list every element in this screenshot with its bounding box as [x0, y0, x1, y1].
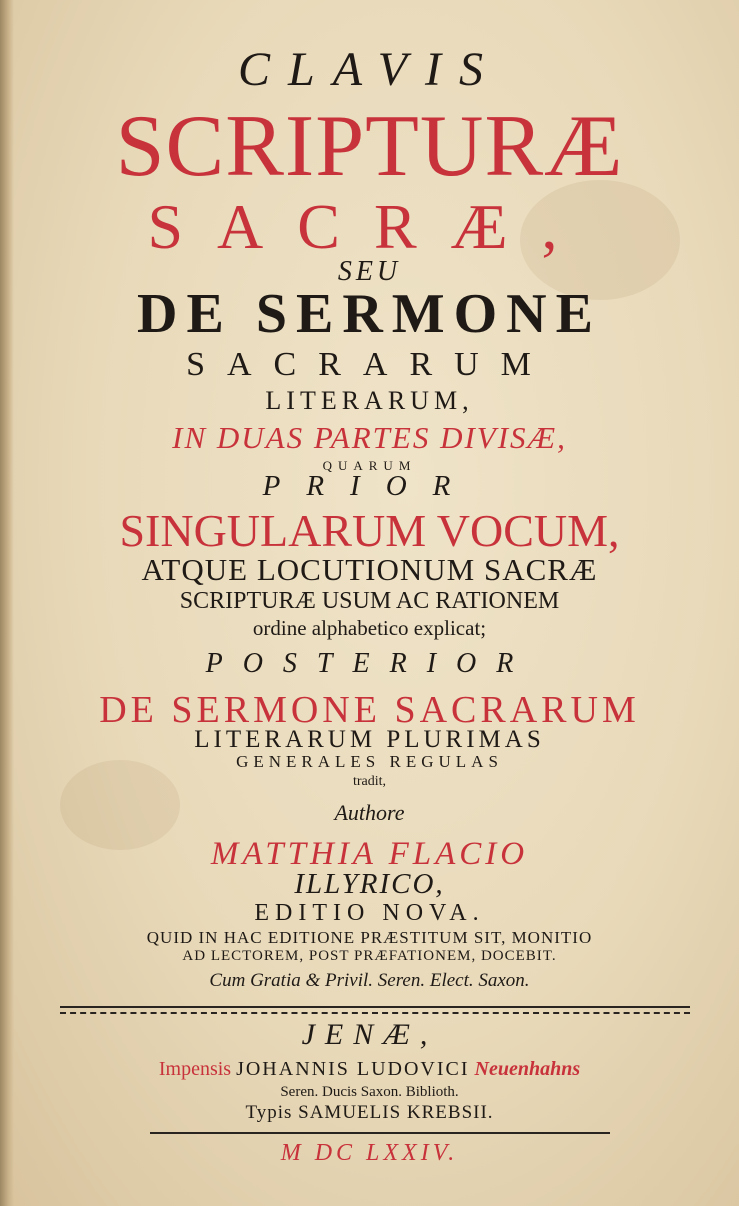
title-privilege: Cum Gratia & Privil. Seren. Elect. Saxon. — [209, 970, 530, 991]
title-quarum: QUARUM — [322, 458, 417, 473]
title-literarum-plurimas: LITERARUM PLURIMAS — [194, 726, 545, 753]
title-literarum: LITERARUM, — [265, 386, 474, 415]
title-in-duas-partes: IN DUAS PARTES DIVISÆ, — [172, 420, 567, 455]
title-seu: SEU — [337, 256, 402, 287]
title-quid-in-hac: QUID IN HAC EDITIONE PRÆSTITUM SIT, MONITIO — [146, 928, 593, 947]
title-editio-nova: EDITIO NOVA. — [254, 900, 485, 926]
imprint-publisher: JOHANNIS LUDOVICI — [236, 1058, 470, 1080]
imprint-publisher-line — [0, 1058, 739, 1081]
title-atque-locutionum: ATQUE LOCUTIONUM SACRÆ — [141, 552, 598, 587]
title-scripturae: SCRIPTURÆ — [115, 98, 624, 195]
top-rule-dashed — [60, 1012, 690, 1014]
title-singularum-vocum: SINGULARUM VOCUM, — [119, 505, 620, 556]
bottom-rule — [150, 1132, 610, 1134]
title-generales-regulas: GENERALES REGULAS — [236, 752, 503, 771]
title-authore: Authore — [334, 800, 405, 825]
title-posterior: POSTERIOR — [205, 648, 534, 679]
title-scripturae-usum: SCRIPTURÆ USUM AC RATIONEM — [179, 588, 560, 614]
top-rule — [60, 1006, 690, 1008]
title-sacrarum: SACRARUM — [186, 346, 553, 383]
imprint-publisher-name: Neuenhahns — [474, 1058, 581, 1080]
imprint-year: M DC LXXIV. — [280, 1140, 459, 1166]
imprint-impensis: Impensis — [158, 1058, 232, 1080]
title-tradit: tradit, — [352, 774, 387, 789]
title-ordine-alphabetico: ordine alphabetico explicat; — [252, 616, 487, 640]
title-illyrico: ILLYRICO, — [294, 868, 445, 900]
title-clavis: CLAVIS — [238, 43, 501, 96]
title-de-sermone-sacrarum: DE SERMONE SACRARUM — [99, 689, 640, 731]
title-ad-lectorem: AD LECTOREM, POST PRÆFATIONEM, DOCEBIT. — [182, 948, 557, 964]
title-prior: PRIOR — [262, 470, 477, 502]
title-de-sermone: DE SERMONE — [137, 283, 602, 345]
imprint-seren-ducis: Seren. Ducis Saxon. Biblioth. — [280, 1084, 459, 1100]
title-author-name: MATTHIA FLACIO — [210, 836, 529, 872]
title-sacrae: SACRÆ, — [147, 191, 592, 262]
imprint-typis: Typis SAMUELIS KREBSII. — [245, 1102, 494, 1123]
imprint-city: JENÆ, — [301, 1018, 438, 1051]
